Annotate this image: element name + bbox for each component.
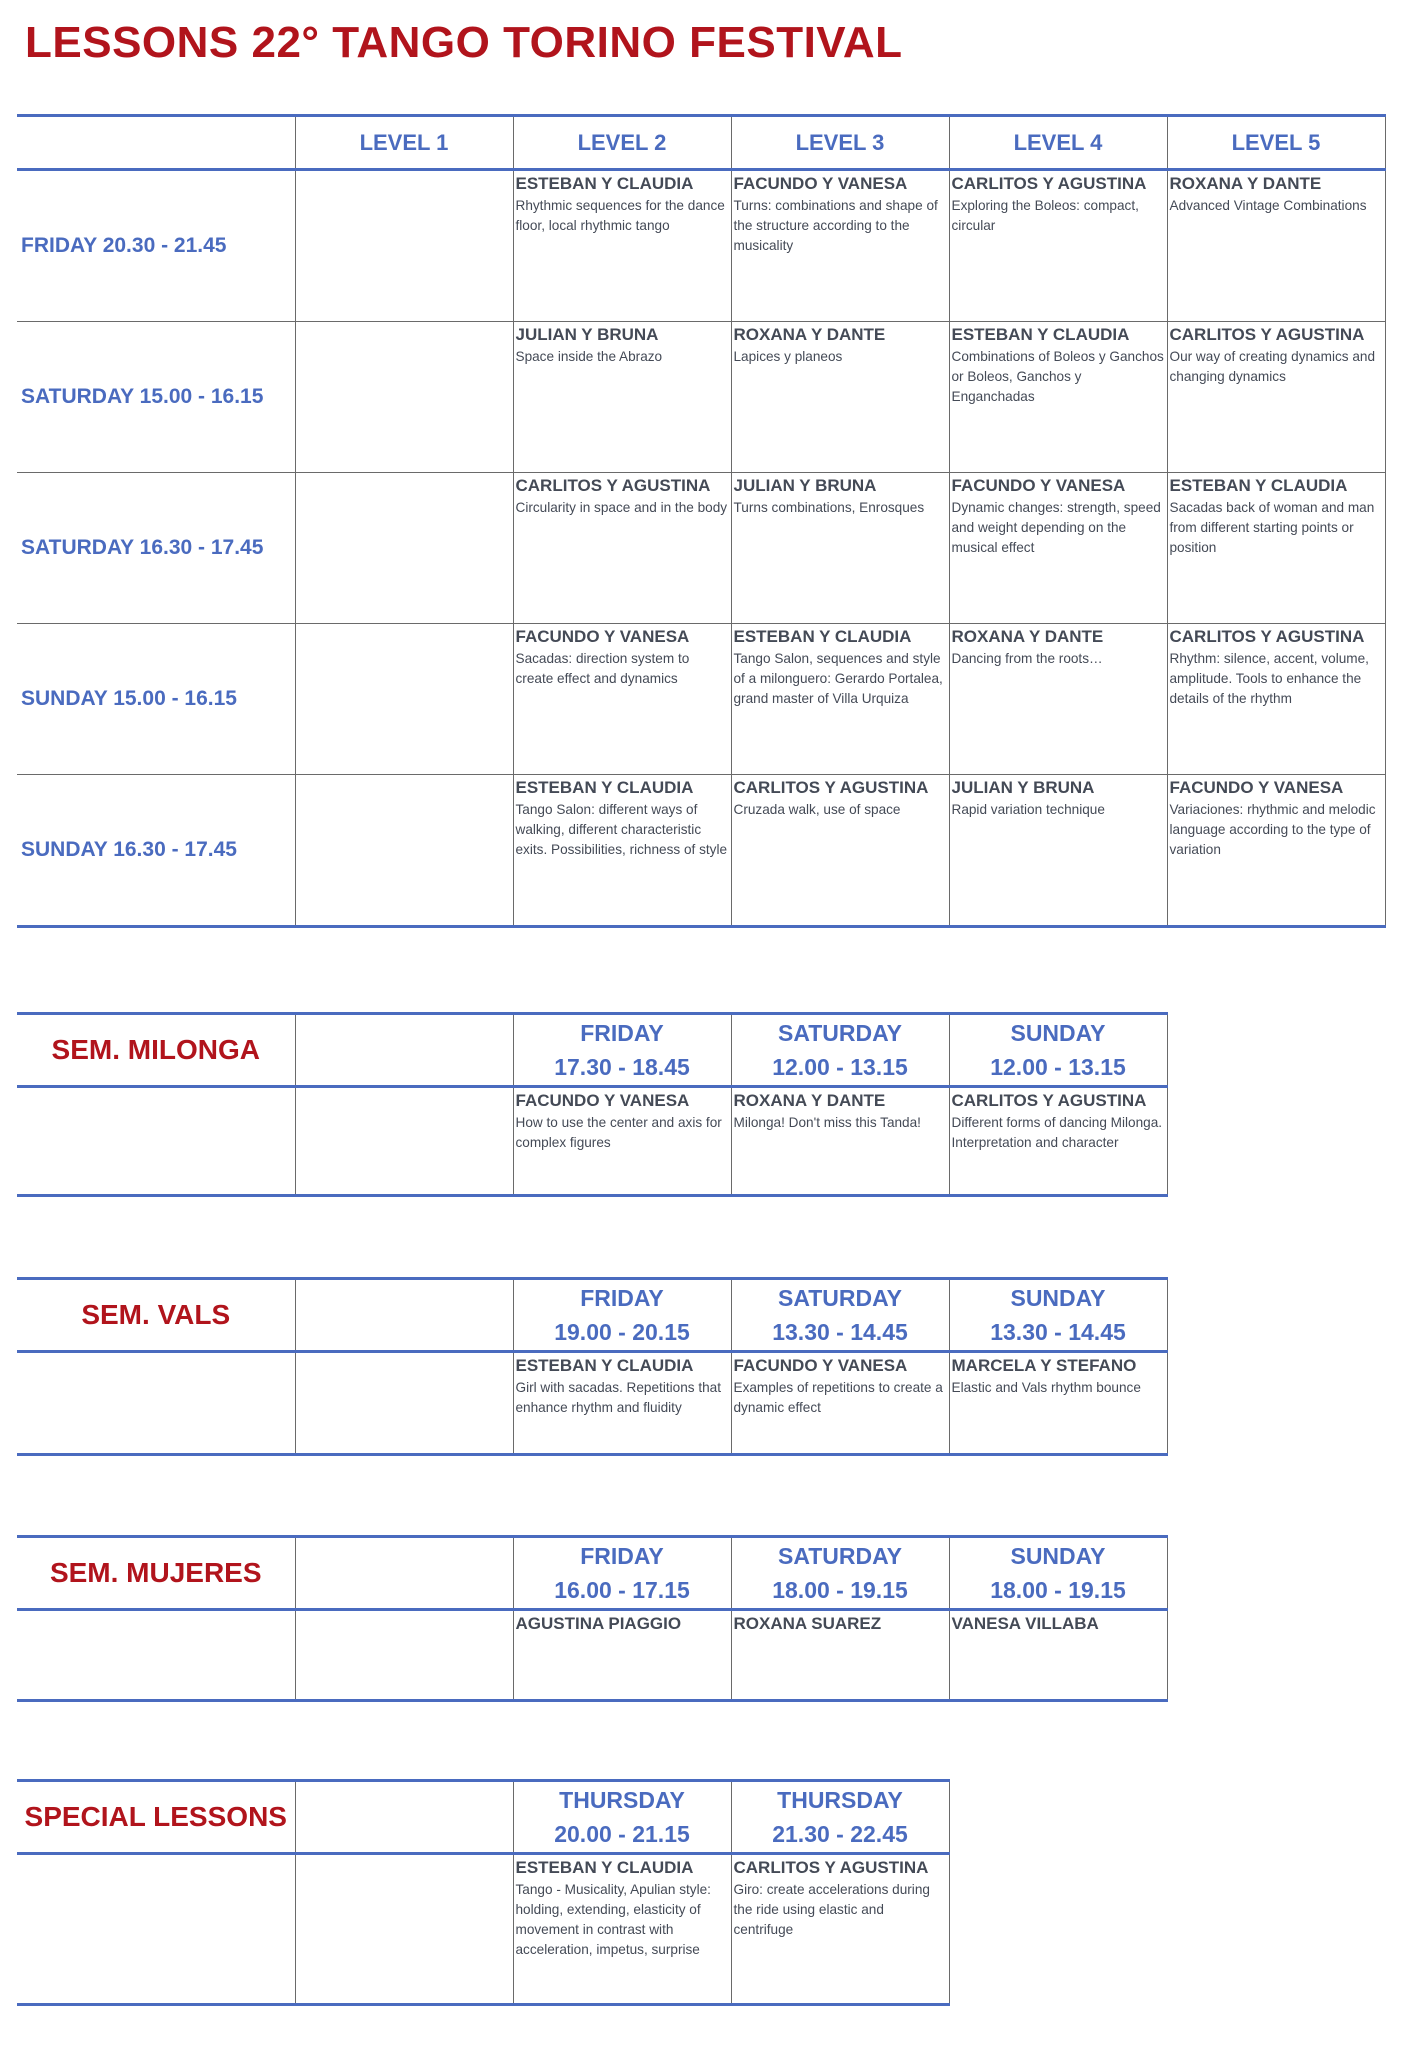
- lesson-cell: [513, 473, 731, 624]
- seminar-description: [950, 1634, 1167, 1636]
- lesson-description: Variaciones: rhythmic and melodic language according to the type of variation: [1169, 802, 1376, 857]
- seminar-description: [514, 1634, 731, 1636]
- seminar-teacher: ROXANA Y DANTE: [733, 1091, 886, 1110]
- lesson-cell: [1167, 170, 1385, 322]
- empty-level-column: [295, 1014, 513, 1087]
- slot-time: 21.30 - 22.45: [772, 1821, 908, 1847]
- lessons-table: [17, 114, 1386, 928]
- lesson-teacher: CARLITOS Y AGUSTINA: [515, 476, 711, 495]
- lesson-teacher: CARLITOS Y AGUSTINA: [1169, 325, 1365, 344]
- seminar-teacher: ESTEBAN Y CLAUDIA: [515, 1858, 694, 1877]
- lesson-description: Tango Salon: different ways of walking, different characteristic exits. Possibilities, richness of style: [515, 802, 728, 857]
- lesson-description: Exploring the Boleos: compact, circular: [951, 198, 1139, 233]
- lesson-teacher: CARLITOS Y AGUSTINA: [951, 174, 1147, 193]
- timeslot-row: [17, 624, 1385, 775]
- lesson-description: Circularity in space and in the body: [515, 500, 728, 515]
- lesson-teacher: FACUNDO Y VANESA: [951, 476, 1126, 495]
- timeslot-label: SUNDAY 15.00 - 16.15: [17, 624, 295, 775]
- timeslot-row: [17, 473, 1385, 624]
- seminar-slot-header: [731, 1781, 949, 1854]
- lesson-description: Turns: combinations and shape of the structure according to the musicality: [733, 198, 938, 253]
- slot-time: 19.00 - 20.15: [554, 1319, 690, 1345]
- seminar-teacher: ESTEBAN Y CLAUDIA: [515, 1356, 694, 1375]
- seminar-slot-header: [731, 1014, 949, 1087]
- slot-day: THURSDAY: [559, 1787, 685, 1813]
- lesson-teacher: ESTEBAN Y CLAUDIA: [1169, 476, 1348, 495]
- lesson-cell: [949, 473, 1167, 624]
- lesson-teacher: JULIAN Y BRUNA: [515, 325, 659, 344]
- lesson-description: Turns combinations, Enrosques: [733, 500, 925, 515]
- seminar-teacher: CARLITOS Y AGUSTINA: [733, 1858, 929, 1877]
- lesson-cell: [513, 322, 731, 473]
- slot-time: 12.00 - 13.15: [990, 1054, 1126, 1080]
- slot-day: SUNDAY: [1010, 1543, 1106, 1569]
- seminar-lesson-cell: [949, 1087, 1167, 1196]
- lesson-description: Combinations of Boleos y Ganchos or Boleos, Ganchos y Enganchadas: [951, 349, 1164, 404]
- seminar-teacher: MARCELA Y STEFANO: [951, 1356, 1137, 1375]
- seminar-title: SPECIAL LESSONS: [17, 1781, 295, 1854]
- seminar-slot-header: [513, 1781, 731, 1854]
- lesson-cell: [513, 624, 731, 775]
- lesson-description: [296, 475, 513, 477]
- lesson-description: [296, 173, 513, 175]
- lesson-teacher: FACUNDO Y VANESA: [515, 627, 690, 646]
- seminar-lesson-cell: [731, 1610, 949, 1701]
- lesson-description: Lapices y planeos: [733, 349, 843, 364]
- page-title: LESSONS 22° TANGO TORINO FESTIVAL: [25, 18, 903, 67]
- seminar-title: SEM. MUJERES: [17, 1537, 295, 1610]
- lesson-description: Dynamic changes: strength, speed and weight depending on the musical effect: [951, 500, 1161, 555]
- lesson-cell: [731, 322, 949, 473]
- seminar-description: Different forms of dancing Milonga. Interpretation and character: [951, 1115, 1163, 1150]
- slot-day: FRIDAY: [580, 1020, 664, 1046]
- slot-day: SUNDAY: [1010, 1020, 1106, 1046]
- seminar-header-row: [17, 1014, 1167, 1087]
- lesson-teacher: ESTEBAN Y CLAUDIA: [515, 778, 694, 797]
- lesson-cell: [731, 473, 949, 624]
- seminar-description: Examples of repetitions to create a dynamic effect: [733, 1380, 943, 1415]
- seminar-description: Milonga! Don't miss this Tanda!: [733, 1115, 921, 1130]
- lesson-cell: [731, 624, 949, 775]
- lesson-teacher: CARLITOS Y AGUSTINA: [1169, 627, 1365, 646]
- seminar-body-row: [17, 1087, 1167, 1196]
- timeslot-label: FRIDAY 20.30 - 21.45: [17, 170, 295, 322]
- slot-day: FRIDAY: [580, 1543, 664, 1569]
- timeslot-label: SATURDAY 15.00 - 16.15: [17, 322, 295, 473]
- lesson-description: Rhythmic sequences for the dance floor, local rhythmic tango: [515, 198, 725, 233]
- level-header: LEVEL 1: [295, 116, 513, 170]
- seminar-lesson-cell: [513, 1610, 731, 1701]
- timeslot-row: [17, 322, 1385, 473]
- lesson-cell: [1167, 624, 1385, 775]
- seminar-lesson-cell: [513, 1087, 731, 1196]
- lesson-description: Tango Salon, sequences and style of a milonguero: Gerardo Portalea, grand master of Villa Urquiza: [733, 651, 943, 706]
- lesson-description: [296, 777, 513, 779]
- seminar-body-row: [17, 1854, 949, 2005]
- seminar-blank-cell: [17, 1087, 295, 1196]
- seminar-title: SEM. VALS: [17, 1279, 295, 1352]
- lesson-teacher: JULIAN Y BRUNA: [733, 476, 877, 495]
- lesson-cell: [949, 624, 1167, 775]
- timeslot-row: [17, 170, 1385, 322]
- seminar-lesson-cell: [949, 1352, 1167, 1455]
- seminar-blank-cell: [295, 1610, 513, 1701]
- slot-time: 13.30 - 14.45: [772, 1319, 908, 1345]
- seminar-slot-header: [949, 1537, 1167, 1610]
- seminar-blank-cell: [17, 1854, 295, 2005]
- lesson-teacher: FACUNDO Y VANESA: [1169, 778, 1344, 797]
- slot-time: 18.00 - 19.15: [772, 1577, 908, 1603]
- lesson-description: [296, 626, 513, 628]
- lesson-teacher: CARLITOS Y AGUSTINA: [733, 778, 929, 797]
- slot-day: SATURDAY: [778, 1285, 902, 1311]
- lesson-cell: [1167, 473, 1385, 624]
- slot-time: 13.30 - 14.45: [990, 1319, 1126, 1345]
- seminar-blank-cell: [295, 1854, 513, 2005]
- lesson-cell: [513, 170, 731, 322]
- seminar-description: Girl with sacadas. Repetitions that enhance rhythm and fluidity: [515, 1380, 722, 1415]
- timeslot-row: [17, 775, 1385, 927]
- seminar-slot-header: [731, 1537, 949, 1610]
- lesson-description: Space inside the Abrazo: [515, 349, 663, 364]
- lesson-cell: [1167, 322, 1385, 473]
- lesson-teacher: ESTEBAN Y CLAUDIA: [951, 325, 1130, 344]
- lesson-teacher: ESTEBAN Y CLAUDIA: [515, 174, 694, 193]
- slot-day: SUNDAY: [1010, 1285, 1106, 1311]
- slot-time: 17.30 - 18.45: [554, 1054, 690, 1080]
- lesson-teacher: FACUNDO Y VANESA: [733, 174, 908, 193]
- lesson-teacher: ROXANA Y DANTE: [951, 627, 1104, 646]
- seminar-description: [732, 1634, 949, 1636]
- lesson-description: Dancing from the roots…: [951, 651, 1103, 666]
- seminar-title: SEM. MILONGA: [17, 1014, 295, 1087]
- empty-level-column: [295, 1537, 513, 1610]
- slot-time: 18.00 - 19.15: [990, 1577, 1126, 1603]
- lesson-cell: [295, 322, 513, 473]
- lesson-cell: [949, 322, 1167, 473]
- seminar-body-row: [17, 1352, 1167, 1455]
- seminar-blank-cell: [17, 1610, 295, 1701]
- seminar-teacher: CARLITOS Y AGUSTINA: [951, 1091, 1147, 1110]
- seminar-slot-header: [949, 1014, 1167, 1087]
- lesson-teacher: ESTEBAN Y CLAUDIA: [733, 627, 912, 646]
- slot-day: SATURDAY: [778, 1543, 902, 1569]
- lesson-cell: [949, 775, 1167, 927]
- seminar-lesson-cell: [949, 1610, 1167, 1701]
- lesson-cell: [295, 473, 513, 624]
- seminar-header-row: [17, 1781, 949, 1854]
- lesson-cell: [949, 170, 1167, 322]
- empty-level-column: [295, 1279, 513, 1352]
- seminar-description: Tango - Musicality, Apulian style: holding, extending, elasticity of movement in contrast with acceleration, impetus, surprise: [515, 1882, 711, 1957]
- header-corner: [17, 116, 295, 170]
- seminar-lesson-cell: [731, 1352, 949, 1455]
- level-header: LEVEL 2: [513, 116, 731, 170]
- seminar-blank-cell: [295, 1087, 513, 1196]
- level-header: LEVEL 4: [949, 116, 1167, 170]
- seminar-teacher: ROXANA SUAREZ: [733, 1614, 882, 1633]
- lesson-teacher: JULIAN Y BRUNA: [951, 778, 1095, 797]
- lesson-cell: [731, 775, 949, 927]
- slot-time: 20.00 - 21.15: [554, 1821, 690, 1847]
- seminar-lesson-cell: [513, 1352, 731, 1455]
- lesson-description: Rhythm: silence, accent, volume, amplitude. Tools to enhance the details of the rhythm: [1169, 651, 1369, 706]
- lesson-teacher: ROXANA Y DANTE: [1169, 174, 1322, 193]
- lesson-description: Advanced Vintage Combinations: [1169, 198, 1367, 213]
- seminar-slot-header: [513, 1537, 731, 1610]
- lesson-description: Cruzada walk, use of space: [733, 802, 901, 817]
- seminar-table: [17, 1779, 950, 2006]
- lesson-description: [296, 324, 513, 326]
- seminar-blank-cell: [295, 1352, 513, 1455]
- slot-day: THURSDAY: [777, 1787, 903, 1813]
- seminar-description: Giro: create accelerations during the ride using elastic and centrifuge: [733, 1882, 930, 1937]
- seminar-table: [17, 1012, 1168, 1197]
- timeslot-label: SUNDAY 16.30 - 17.45: [17, 775, 295, 927]
- seminar-lesson-cell: [731, 1087, 949, 1196]
- seminar-body-row: [17, 1610, 1167, 1701]
- lesson-cell: [295, 775, 513, 927]
- seminar-slot-header: [513, 1014, 731, 1087]
- slot-time: 12.00 - 13.15: [772, 1054, 908, 1080]
- lesson-cell: [295, 624, 513, 775]
- lesson-cell: [1167, 775, 1385, 927]
- levels-header-row: [17, 116, 1385, 170]
- seminar-slot-header: [513, 1279, 731, 1352]
- lesson-teacher: ROXANA Y DANTE: [733, 325, 886, 344]
- empty-level-column: [295, 1781, 513, 1854]
- slot-day: SATURDAY: [778, 1020, 902, 1046]
- level-header: LEVEL 5: [1167, 116, 1385, 170]
- lesson-cell: [731, 170, 949, 322]
- seminar-description: Elastic and Vals rhythm bounce: [951, 1380, 1141, 1395]
- seminar-lesson-cell: [513, 1854, 731, 2005]
- seminar-teacher: FACUNDO Y VANESA: [733, 1356, 908, 1375]
- slot-day: FRIDAY: [580, 1285, 664, 1311]
- timeslot-label: SATURDAY 16.30 - 17.45: [17, 473, 295, 624]
- lesson-description: Sacadas back of woman and man from different starting points or position: [1169, 500, 1375, 555]
- lesson-cell: [295, 170, 513, 322]
- seminar-slot-header: [949, 1279, 1167, 1352]
- lesson-cell: [513, 775, 731, 927]
- seminar-teacher: VANESA VILLABA: [951, 1614, 1099, 1633]
- slot-time: 16.00 - 17.15: [554, 1577, 690, 1603]
- seminar-header-row: [17, 1279, 1167, 1352]
- seminar-slot-header: [731, 1279, 949, 1352]
- lesson-description: Sacadas: direction system to create effect and dynamics: [515, 651, 690, 686]
- seminar-header-row: [17, 1537, 1167, 1610]
- level-header: LEVEL 3: [731, 116, 949, 170]
- seminar-teacher: FACUNDO Y VANESA: [515, 1091, 690, 1110]
- seminar-table: [17, 1277, 1168, 1456]
- seminar-blank-cell: [17, 1352, 295, 1455]
- seminar-lesson-cell: [731, 1854, 949, 2005]
- lesson-description: Our way of creating dynamics and changing dynamics: [1169, 349, 1376, 384]
- seminar-description: How to use the center and axis for complex figures: [515, 1115, 722, 1150]
- lesson-description: Rapid variation technique: [951, 802, 1105, 817]
- seminar-table: [17, 1535, 1168, 1702]
- seminar-teacher: AGUSTINA PIAGGIO: [515, 1614, 682, 1633]
